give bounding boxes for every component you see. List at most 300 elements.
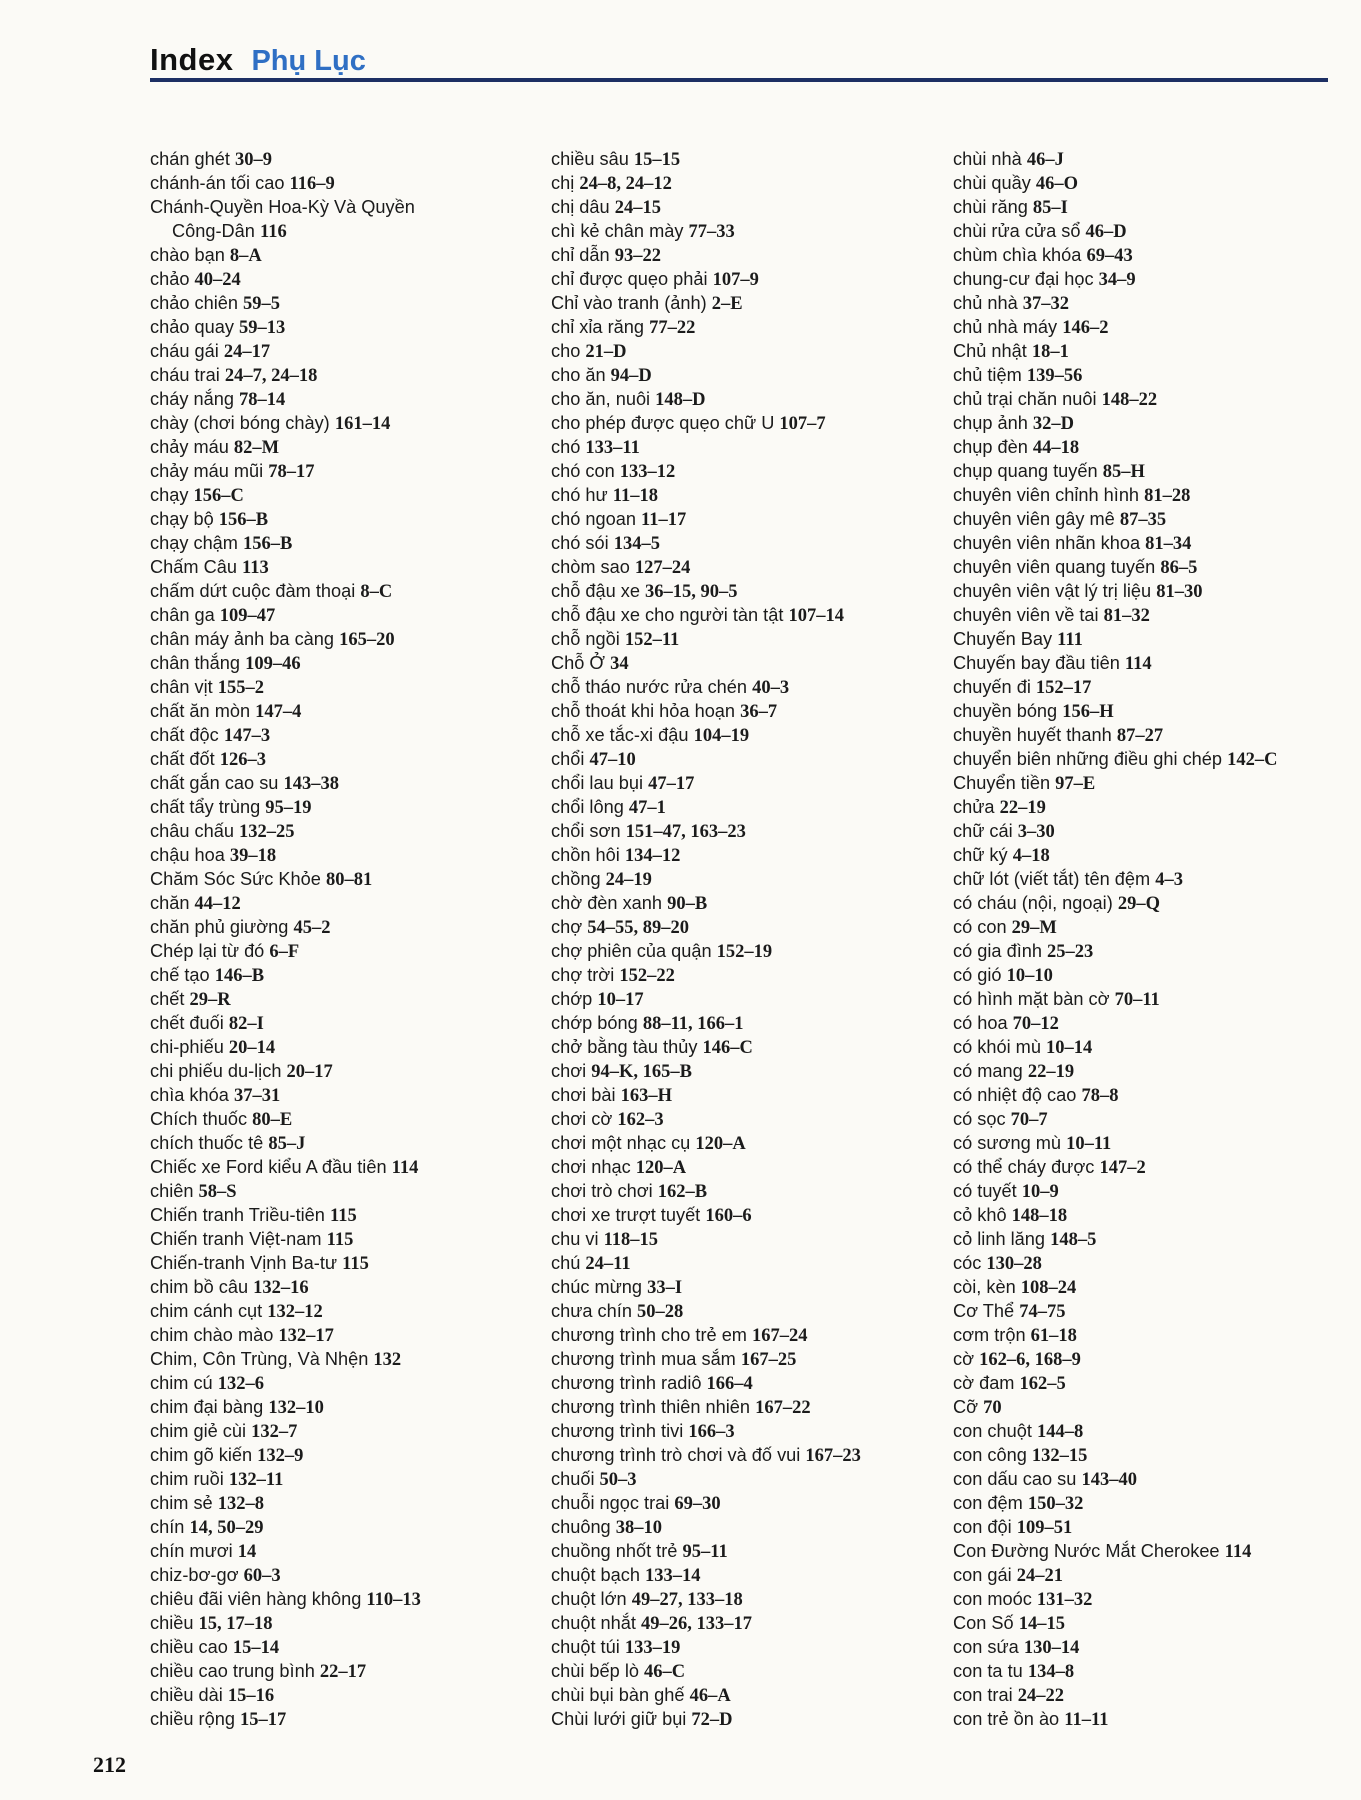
index-page-ref: 81–34	[1145, 534, 1192, 554]
index-term: chuyển biên những điều ghi chép	[953, 749, 1223, 769]
index-page-ref: 132–10	[268, 1398, 324, 1418]
index-entry	[150, 819, 542, 843]
index-term: chết đuối	[150, 1013, 224, 1033]
index-page-ref: 87–35	[1119, 510, 1167, 530]
index-entry	[953, 1515, 1345, 1539]
index-page-ref: 34–9	[1098, 270, 1136, 290]
index-entry	[150, 171, 542, 195]
index-term: chợ	[551, 917, 583, 937]
index-entry	[953, 1491, 1345, 1515]
index-entry	[551, 1659, 943, 1683]
index-entry	[150, 243, 542, 267]
index-entry	[551, 699, 943, 723]
index-term: Chánh-Quyền Hoa-Kỳ Và Quyền	[150, 197, 415, 217]
index-term: chủ nhà	[953, 293, 1018, 313]
index-term: chuyền bóng	[953, 701, 1058, 721]
index-entry	[150, 1443, 542, 1467]
index-page-ref: 20–14	[228, 1038, 276, 1058]
index-term: Chiếc xe Ford kiểu A đầu tiên	[150, 1157, 387, 1177]
index-page-ref: 161–14	[334, 414, 391, 434]
index-entry	[551, 987, 943, 1011]
index-term: chơi nhạc	[551, 1157, 631, 1177]
index-term: chăn phủ giường	[150, 917, 289, 937]
index-entry	[953, 1563, 1345, 1587]
index-entry	[150, 387, 542, 411]
index-page-ref: 131–32	[1036, 1590, 1093, 1610]
index-page-ref: 14, 50–29	[189, 1518, 264, 1538]
index-entry	[953, 435, 1345, 459]
index-page-ref: 37–32	[1022, 294, 1070, 314]
index-entry	[551, 147, 943, 171]
index-entry	[953, 1467, 1345, 1491]
index-entry	[551, 1707, 943, 1731]
index-entry	[551, 1179, 943, 1203]
index-page-ref: 133–11	[585, 438, 640, 458]
index-entry	[150, 675, 542, 699]
index-entry	[953, 1179, 1345, 1203]
index-entry	[150, 1371, 542, 1395]
index-term: chương trình thiên nhiên	[551, 1397, 751, 1417]
index-page-ref: 38–10	[615, 1518, 662, 1538]
index-term: có sọc	[953, 1109, 1006, 1129]
index-term: chất tẩy trùng	[150, 797, 261, 817]
index-term: chất gắn cao su	[150, 773, 279, 793]
index-page-ref: 132–9	[257, 1446, 304, 1466]
index-term: chiều	[150, 1613, 194, 1633]
index-page-ref: 24–21	[1016, 1566, 1063, 1586]
index-entry	[953, 1659, 1345, 1683]
index-term: Chăm Sóc Sức Khỏe	[150, 869, 321, 889]
index-page-ref: 78–17	[268, 462, 315, 482]
index-column-2	[551, 147, 943, 1731]
index-term: chuyên viên quang tuyến	[953, 557, 1156, 577]
index-page-ref: 148–5	[1050, 1230, 1097, 1250]
index-term: chưa chín	[551, 1301, 632, 1321]
index-page-ref: 15–14	[232, 1638, 280, 1658]
index-page-ref: 81–30	[1156, 582, 1203, 602]
index-term: Con Đường Nước Mắt Cherokee	[953, 1541, 1220, 1561]
index-entry	[551, 1131, 943, 1155]
index-entry	[150, 843, 542, 867]
index-entry	[150, 195, 542, 219]
index-term: chấm dứt cuộc đàm thoại	[150, 581, 356, 601]
index-term: cờ đam	[953, 1373, 1015, 1393]
index-entry	[953, 339, 1345, 363]
index-entry	[953, 459, 1345, 483]
index-page-ref: 132–6	[217, 1374, 264, 1394]
index-term: chim cú	[150, 1373, 213, 1393]
index-entry	[953, 867, 1345, 891]
index-term: có nhiệt độ cao	[953, 1085, 1077, 1105]
index-term: chùi rửa cửa sổ	[953, 221, 1081, 241]
page-header	[150, 42, 366, 78]
index-term: chiz-bơ-gơ	[150, 1565, 239, 1585]
index-entry	[953, 1251, 1345, 1275]
index-entry	[953, 1059, 1345, 1083]
index-entry	[953, 1083, 1345, 1107]
index-term: con chuột	[953, 1421, 1032, 1441]
index-page-ref: 143–40	[1081, 1470, 1137, 1490]
index-entry	[551, 315, 943, 339]
index-page-ref: 147–3	[223, 726, 271, 746]
index-page-ref: 18–1	[1031, 342, 1069, 362]
index-entry	[953, 291, 1345, 315]
index-page-ref: 29–M	[1011, 918, 1057, 938]
index-term: chánh-án tối cao	[150, 173, 285, 193]
index-page-ref: 152–19	[716, 942, 773, 962]
index-page-ref: 44–18	[1032, 438, 1080, 458]
index-entry	[551, 387, 943, 411]
index-term: chồng	[551, 869, 601, 889]
index-entry	[551, 1563, 943, 1587]
index-entry	[150, 987, 542, 1011]
index-page-ref: 156–C	[193, 486, 244, 506]
index-entry	[953, 483, 1345, 507]
index-page-ref: 46–C	[644, 1662, 686, 1682]
index-term: chuỗi ngọc trai	[551, 1493, 670, 1513]
index-page-ref: 107–7	[779, 414, 826, 434]
index-term: Chép lại từ đó	[150, 941, 265, 961]
index-term: chân máy ảnh ba càng	[150, 629, 335, 649]
index-page-ref: 14	[237, 1542, 257, 1562]
index-page-ref: 14–15	[1018, 1614, 1065, 1634]
index-term: chìa khóa	[150, 1085, 229, 1105]
index-term: chùi bếp lò	[551, 1661, 639, 1681]
index-page-ref: 85–H	[1102, 462, 1145, 482]
index-page-ref: 146–C	[702, 1038, 753, 1058]
index-entry	[953, 387, 1345, 411]
index-entry	[953, 1227, 1345, 1251]
index-page-ref: 132–11	[228, 1470, 284, 1490]
index-entry	[150, 507, 542, 531]
index-page-ref: 162–5	[1019, 1374, 1066, 1394]
index-page-ref: 20–17	[286, 1062, 333, 1082]
index-entry	[953, 891, 1345, 915]
index-entry	[150, 1683, 542, 1707]
index-page-ref: 85–J	[268, 1134, 306, 1154]
index-page-ref: 109–47	[219, 606, 276, 626]
index-entry	[953, 1299, 1345, 1323]
index-term: chuột bạch	[551, 1565, 640, 1585]
index-page-ref: 37–31	[233, 1086, 281, 1106]
page-number: 212	[93, 1752, 126, 1777]
index-entry	[150, 1107, 542, 1131]
index-entry	[150, 723, 542, 747]
index-entry	[953, 1371, 1345, 1395]
index-entry	[551, 963, 943, 987]
index-column-3	[953, 147, 1345, 1731]
index-entry	[150, 699, 542, 723]
index-term: chùm chìa khóa	[953, 245, 1082, 265]
index-term: chuột nhắt	[551, 1613, 636, 1633]
index-entry	[551, 723, 943, 747]
index-term: chụp ảnh	[953, 413, 1028, 433]
index-term: có hoa	[953, 1013, 1008, 1033]
index-entry	[953, 1683, 1345, 1707]
index-page-ref: 133–12	[619, 462, 676, 482]
index-page-ref: 40–3	[752, 678, 790, 698]
index-entry	[551, 1443, 943, 1467]
index-term: con ta tu	[953, 1661, 1023, 1681]
index-term: chảo quay	[150, 317, 234, 337]
index-term: cơm trộn	[953, 1325, 1026, 1345]
index-entry	[551, 651, 943, 675]
index-entry	[551, 1107, 943, 1131]
index-entry	[551, 1515, 943, 1539]
index-term: cỏ linh lăng	[953, 1229, 1046, 1249]
index-page-ref: 78–8	[1081, 1086, 1119, 1106]
index-entry	[953, 1419, 1345, 1443]
index-page-ref: 115	[329, 1206, 357, 1226]
index-page-ref: 167–24	[752, 1326, 808, 1346]
index-entry	[953, 1635, 1345, 1659]
index-page-ref: 148–D	[655, 390, 706, 410]
index-entry	[150, 291, 542, 315]
index-page-ref: 3–30	[1017, 822, 1055, 842]
index-term: con moóc	[953, 1589, 1032, 1609]
index-term: Chuyến bay đầu tiên	[953, 653, 1120, 673]
index-term: có gia đình	[953, 941, 1042, 961]
index-term: con đệm	[953, 1493, 1023, 1513]
index-page-ref: 10–11	[1066, 1134, 1112, 1154]
index-page-ref: 69–43	[1086, 246, 1133, 266]
index-entry	[150, 747, 542, 771]
index-page-ref: 87–27	[1116, 726, 1164, 746]
index-entry	[953, 1011, 1345, 1035]
index-term: chiều sâu	[551, 149, 629, 169]
index-term: Chiến tranh Việt-nam	[150, 1229, 322, 1249]
index-entry	[150, 1587, 542, 1611]
index-column-1	[150, 147, 542, 1731]
index-page-ref: 156–B	[218, 510, 269, 530]
index-page-ref: 21–D	[585, 342, 627, 362]
index-entry	[551, 795, 943, 819]
index-page-ref: 130–14	[1023, 1638, 1080, 1658]
index-entry	[150, 1227, 542, 1251]
index-page-ref: 146–B	[214, 966, 265, 986]
index-page-ref: 81–28	[1144, 486, 1191, 506]
index-term: chỗ tháo nước rửa chén	[551, 677, 748, 697]
index-term: chất đốt	[150, 749, 215, 769]
index-page-ref: 60–3	[243, 1566, 281, 1586]
index-term: chương trình mua sắm	[551, 1349, 736, 1369]
index-term: chân vịt	[150, 677, 213, 697]
index-page-ref: 74–75	[1019, 1302, 1066, 1322]
index-page-ref: 107–14	[788, 606, 844, 626]
index-entry	[551, 603, 943, 627]
index-entry	[953, 819, 1345, 843]
index-term: Chuyến Bay	[953, 629, 1053, 649]
header-rule	[150, 78, 1328, 82]
index-page-ref: 109–46	[245, 654, 301, 674]
index-entry	[953, 243, 1345, 267]
index-page-ref: 32–D	[1032, 414, 1075, 434]
index-page-ref: 44–12	[194, 894, 241, 914]
index-entry	[953, 579, 1345, 603]
index-entry	[150, 1011, 542, 1035]
index-page-ref: 24–8, 24–12	[579, 174, 672, 194]
index-entry	[551, 243, 943, 267]
index-entry	[551, 1227, 943, 1251]
index-term: chuyên viên về tai	[953, 605, 1099, 625]
index-term: chuyền huyết thanh	[953, 725, 1112, 745]
index-term: chi-phiếu	[150, 1037, 224, 1057]
index-term: có hình mặt bàn cờ	[953, 989, 1110, 1009]
index-term: chết	[150, 989, 185, 1009]
index-page-ref: 86–5	[1160, 558, 1198, 578]
index-page-ref: 165–20	[339, 630, 395, 650]
index-term: chữ cái	[953, 821, 1013, 841]
index-entry	[953, 651, 1345, 675]
index-page-ref: 147–2	[1099, 1158, 1146, 1178]
index-term: Công-Dân	[172, 221, 255, 241]
index-page-ref: 132–12	[267, 1302, 323, 1322]
index-page-ref: 143–38	[283, 774, 339, 794]
index-page-ref: 15, 17–18	[198, 1614, 273, 1634]
index-term: Chùi lưới giữ bụi	[551, 1709, 687, 1729]
index-term: chi phiếu du-lịch	[150, 1061, 282, 1081]
index-page-ref: 58–S	[198, 1182, 237, 1202]
index-page-ref: 46–O	[1035, 174, 1079, 194]
index-page-ref: 49–27, 133–18	[631, 1590, 743, 1610]
index-term: cho phép được quẹo chữ U	[551, 413, 775, 433]
index-page-ref: 45–2	[293, 918, 331, 938]
index-entry	[551, 675, 943, 699]
index-term: chuối	[551, 1469, 595, 1489]
index-entry	[551, 411, 943, 435]
index-page-ref: 36–7	[740, 702, 778, 722]
index-term: chó	[551, 437, 581, 457]
index-entry	[551, 1275, 943, 1299]
index-entry	[551, 915, 943, 939]
index-entry	[150, 915, 542, 939]
index-page-ref: 24–15	[614, 198, 661, 218]
index-entry	[953, 987, 1345, 1011]
index-page-ref: 148–22	[1101, 390, 1158, 410]
index-term: cháu trai	[150, 365, 220, 385]
index-subtitle: Phụ Lục	[251, 45, 366, 77]
index-term: chương trình trò chơi và đố vui	[551, 1445, 801, 1465]
index-page-ref: 36–15, 90–5	[645, 582, 738, 602]
index-entry	[150, 1299, 542, 1323]
index-page-ref: 77–33	[688, 222, 735, 242]
index-entry	[551, 1371, 943, 1395]
index-entry	[953, 1347, 1345, 1371]
index-entry	[150, 579, 542, 603]
index-term: chày (chơi bóng chày)	[150, 413, 330, 433]
index-page-ref: 29–R	[189, 990, 231, 1010]
index-page-ref: 94–D	[610, 366, 652, 386]
index-term: chợ trời	[551, 965, 615, 985]
index-term: chơi trò chơi	[551, 1181, 653, 1201]
index-entry	[953, 1131, 1345, 1155]
index-entry	[150, 963, 542, 987]
index-entry	[953, 1275, 1345, 1299]
index-term: cỏ khô	[953, 1205, 1007, 1225]
index-page-ref: 39–18	[229, 846, 277, 866]
index-page-ref: 85–I	[1032, 198, 1068, 218]
index-term: Cơ Thể	[953, 1301, 1015, 1321]
index-term: chợ phiên của quận	[551, 941, 712, 961]
index-page-ref: 90–B	[667, 894, 708, 914]
index-entry	[953, 267, 1345, 291]
index-page-ref: 33–I	[647, 1278, 683, 1298]
index-page-ref: 107–9	[712, 270, 759, 290]
index-page-ref: 120–A	[635, 1158, 687, 1178]
index-entry	[150, 1131, 542, 1155]
index-page-ref: 144–8	[1036, 1422, 1084, 1442]
index-entry	[551, 1491, 943, 1515]
index-term: Cỡ	[953, 1397, 979, 1417]
index-term: chuyên viên vật lý trị liệu	[953, 581, 1152, 601]
index-term: chiên	[150, 1181, 194, 1201]
index-entry	[953, 627, 1345, 651]
index-page-ref: 82–I	[228, 1014, 264, 1034]
index-term: chuột túi	[551, 1637, 620, 1657]
index-page-ref: 114	[1124, 654, 1152, 674]
index-entry	[953, 1539, 1345, 1563]
index-page-ref: 77–22	[649, 318, 696, 338]
index-term: Chiến-tranh Vịnh Ba-tư	[150, 1253, 338, 1273]
index-page-ref: 134–5	[613, 534, 660, 554]
index-page-ref: 93–22	[614, 246, 661, 266]
index-entry	[150, 1419, 542, 1443]
index-page-ref: 34	[610, 654, 629, 674]
index-entry	[150, 363, 542, 387]
index-page-ref: 127–24	[634, 558, 691, 578]
index-term: chữ ký	[953, 845, 1008, 865]
index-entry	[150, 1635, 542, 1659]
index-entry	[150, 435, 542, 459]
index-page-ref: 152–22	[619, 966, 675, 986]
index-page-ref: 70–7	[1010, 1110, 1048, 1130]
index-entry	[953, 699, 1345, 723]
index-entry	[551, 291, 943, 315]
index-entry	[150, 1659, 542, 1683]
index-entry	[551, 459, 943, 483]
index-entry	[551, 1419, 943, 1443]
index-term: có tuyết	[953, 1181, 1017, 1201]
index-term: chiều dài	[150, 1685, 223, 1705]
index-page-ref: 24–11	[585, 1254, 631, 1274]
index-term: chảy máu mũi	[150, 461, 264, 481]
index-term: chiều rộng	[150, 1709, 235, 1729]
index-entry	[953, 1611, 1345, 1635]
index-term: chương trình radiô	[551, 1373, 702, 1393]
index-page-ref: 104–19	[693, 726, 750, 746]
index-term: chơi bài	[551, 1085, 616, 1105]
index-term: chất độc	[150, 725, 219, 745]
index-entry	[150, 219, 542, 243]
index-page-ref: 150–32	[1027, 1494, 1084, 1514]
index-entry	[150, 1611, 542, 1635]
index-term: chúc mừng	[551, 1277, 643, 1297]
index-term: Chủ nhật	[953, 341, 1027, 361]
index-entry	[953, 1035, 1345, 1059]
index-term: con công	[953, 1445, 1027, 1465]
index-entry	[551, 1395, 943, 1419]
index-term: chỉ dẫn	[551, 245, 610, 265]
index-page-ref: 166–4	[706, 1374, 753, 1394]
index-page-ref: 59–13	[239, 318, 286, 338]
index-term: chơi xe trượt tuyết	[551, 1205, 701, 1225]
index-term: chổi lau bụi	[551, 773, 644, 793]
index-entry	[953, 675, 1345, 699]
index-page-ref: 167–25	[740, 1350, 797, 1370]
index-term: chơi một nhạc cụ	[551, 1133, 691, 1153]
index-page-ref: 30–9	[234, 150, 272, 170]
index-term: chị	[551, 173, 575, 193]
